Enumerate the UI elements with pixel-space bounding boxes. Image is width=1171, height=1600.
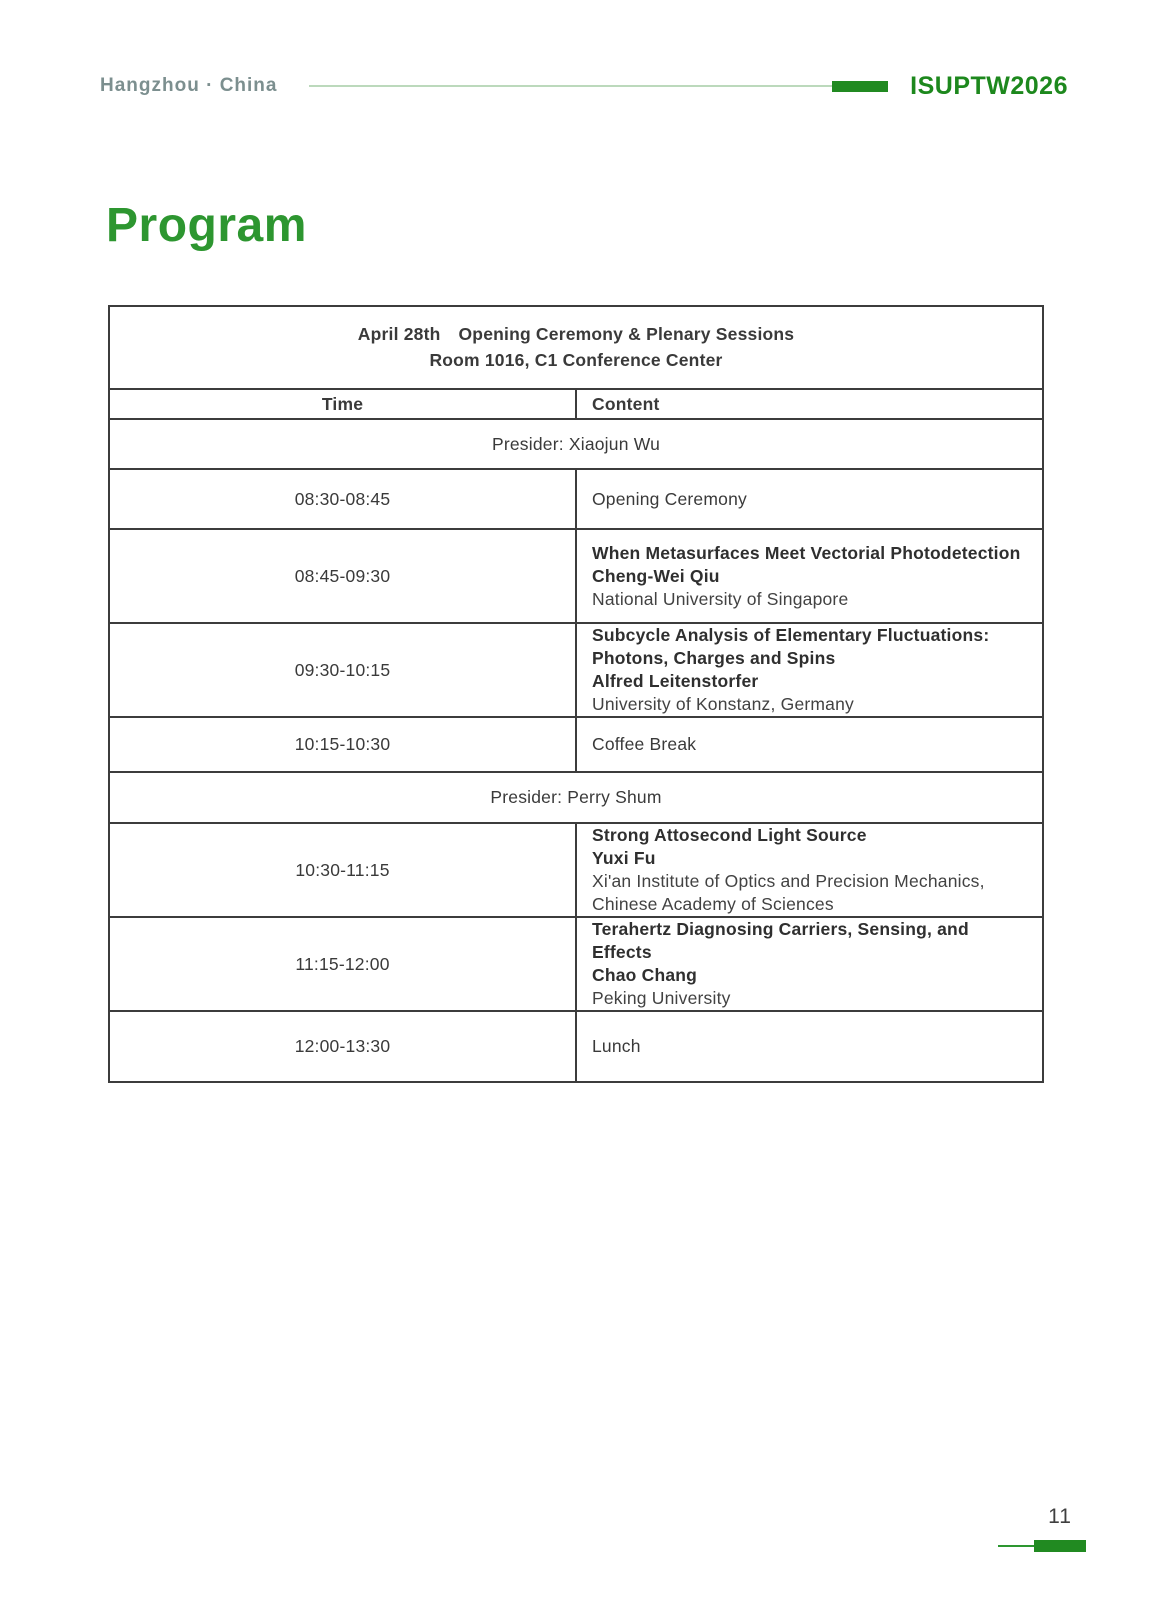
table-row bbox=[109, 917, 1043, 1011]
time-cell: 10:15-10:30 bbox=[109, 717, 576, 772]
table-row bbox=[109, 717, 1043, 772]
talk-title: When Metasurfaces Meet Vectorial Photodetection bbox=[592, 542, 1021, 563]
content-cell: Lunch bbox=[576, 1011, 1043, 1082]
speaker-affiliation: Xi'an Institute of Optics and Precision Mechanics, Chinese Academy of Sciences bbox=[592, 871, 985, 914]
content-column-header: Content bbox=[576, 389, 1043, 419]
table-row bbox=[109, 1011, 1043, 1082]
header-green-block bbox=[832, 81, 888, 92]
footer-decoration bbox=[998, 1540, 1086, 1552]
presider-row bbox=[109, 419, 1043, 469]
program-table bbox=[108, 305, 1044, 1083]
time-cell: 10:30-11:15 bbox=[109, 823, 576, 917]
speaker-affiliation: Peking University bbox=[592, 988, 731, 1008]
speaker-affiliation: University of Konstanz, Germany bbox=[592, 694, 854, 714]
footer-green-block bbox=[1034, 1540, 1086, 1552]
time-cell: 11:15-12:00 bbox=[109, 917, 576, 1011]
speaker-name: Yuxi Fu bbox=[592, 848, 656, 868]
table-row bbox=[109, 469, 1043, 529]
content-cell bbox=[576, 823, 1043, 917]
session-room: Room 1016, C1 Conference Center bbox=[429, 350, 723, 370]
column-header-row bbox=[109, 389, 1043, 419]
presider-label: Presider: Xiaojun Wu bbox=[109, 419, 1043, 469]
speaker-affiliation: National University of Singapore bbox=[592, 588, 849, 609]
table-row bbox=[109, 529, 1043, 623]
header-rule-line bbox=[309, 85, 832, 87]
session-date: April 28th bbox=[357, 324, 441, 344]
session-title-line bbox=[110, 324, 1042, 345]
talk-title: Subcycle Analysis of Elementary Fluctuations: Photons, Charges and Spins bbox=[592, 625, 990, 668]
table-row bbox=[109, 623, 1043, 717]
content-cell bbox=[576, 917, 1043, 1011]
page-header bbox=[100, 72, 1068, 100]
presider-row bbox=[109, 772, 1043, 823]
time-cell: 12:00-13:30 bbox=[109, 1011, 576, 1082]
session-header-cell bbox=[109, 306, 1043, 389]
talk-title: Strong Attosecond Light Source bbox=[592, 825, 867, 845]
content-cell bbox=[576, 623, 1043, 717]
footer-rule-line bbox=[998, 1545, 1034, 1547]
page-number: 11 bbox=[1048, 1505, 1072, 1528]
time-column-header: Time bbox=[109, 389, 576, 419]
brand-logo-text: ISUPTW2026 bbox=[910, 71, 1068, 100]
content-cell: Opening Ceremony bbox=[576, 469, 1043, 529]
content-cell bbox=[576, 529, 1043, 623]
content-cell: Coffee Break bbox=[576, 717, 1043, 772]
time-cell: 08:30-08:45 bbox=[109, 469, 576, 529]
speaker-name: Alfred Leitenstorfer bbox=[592, 671, 759, 691]
session-header-row bbox=[109, 306, 1043, 389]
speaker-name: Cheng-Wei Qiu bbox=[592, 565, 720, 586]
speaker-name: Chao Chang bbox=[592, 965, 698, 985]
page-title: Program bbox=[106, 199, 307, 252]
session-title: Opening Ceremony & Plenary Sessions bbox=[458, 324, 795, 344]
time-cell: 09:30-10:15 bbox=[109, 623, 576, 717]
table-row bbox=[109, 823, 1043, 917]
time-cell: 08:45-09:30 bbox=[109, 529, 576, 623]
talk-title: Terahertz Diagnosing Carriers, Sensing, and Effects bbox=[592, 919, 969, 962]
presider-label: Presider: Perry Shum bbox=[109, 772, 1043, 823]
location-label: Hangzhou · China bbox=[100, 75, 278, 96]
